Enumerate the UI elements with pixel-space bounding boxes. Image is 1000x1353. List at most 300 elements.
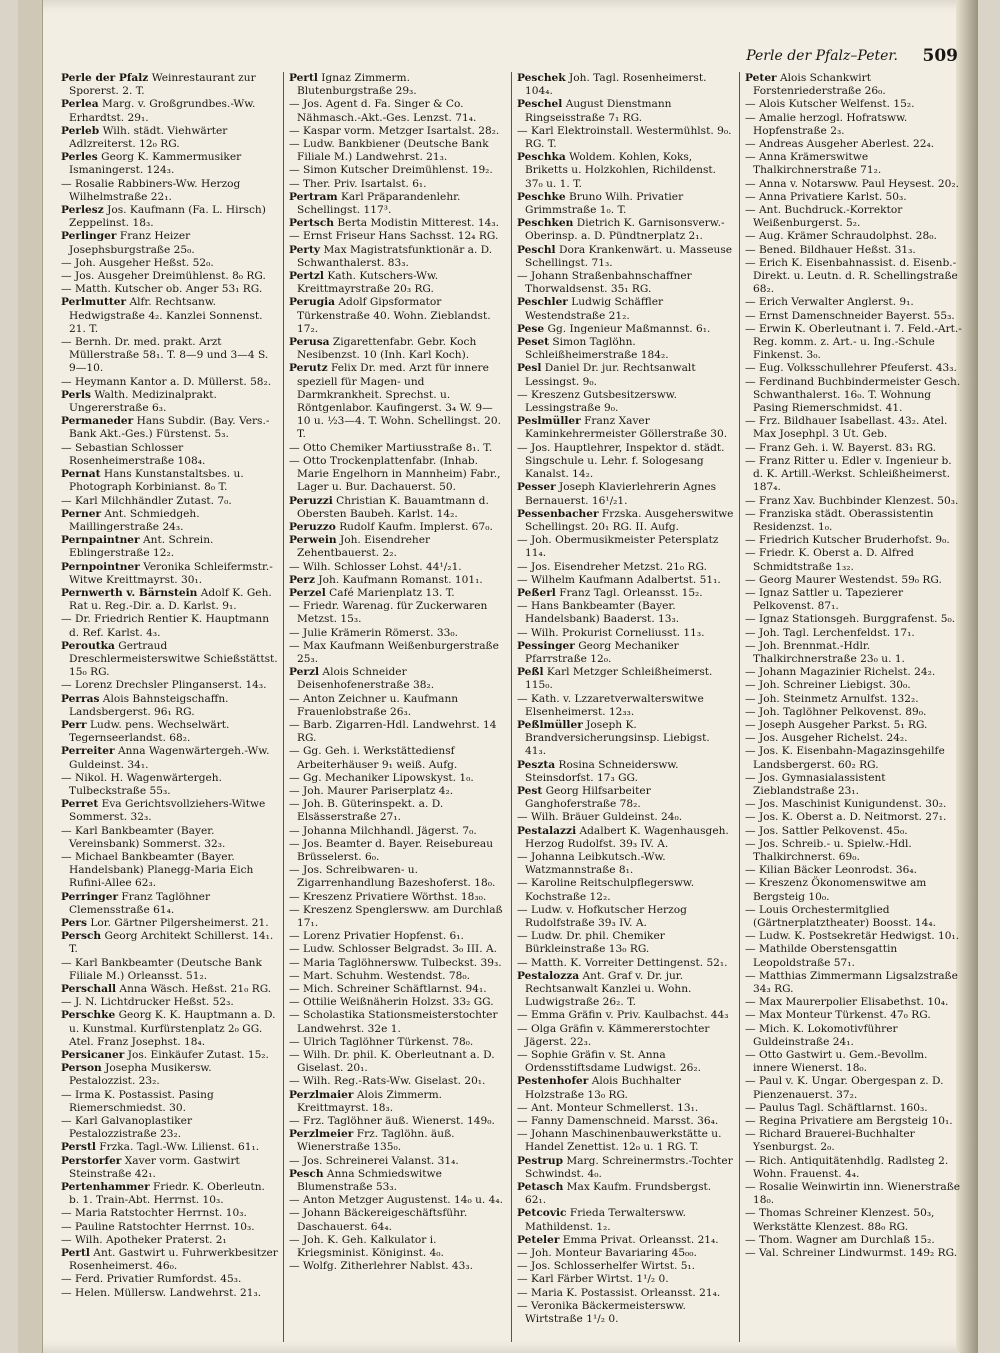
entry-text: Alois Bahnsteigschaffn. Landsbergerst. 96₁ RG. <box>69 692 229 718</box>
entry-dash: — <box>289 1075 300 1088</box>
entry-dash: — <box>745 1247 756 1260</box>
directory-entry <box>61 825 278 851</box>
directory-entry <box>289 1207 506 1233</box>
entry-dash: — <box>61 679 72 692</box>
entry-text: Lor. Gärtner Pilgersheimerst. 21. <box>90 917 269 929</box>
entry-dash: — <box>745 1154 756 1167</box>
entry-text: Anna Wagenwärtergeh.-Ww. Guldeinst. 34₁. <box>69 745 270 771</box>
entry-dash: — <box>745 362 756 375</box>
entry-text: Otto Trockenplattenfabr. (Inhab. Marie Engelhorn in Mannheim) Fabr., Lager u. Bur. Dachauerst. 50. <box>297 454 501 494</box>
directory-entry <box>517 1075 734 1101</box>
directory-entry <box>61 125 278 151</box>
directory-entry <box>517 851 734 877</box>
entry-dash: — <box>745 613 756 626</box>
entry-surname: Pestalazzi <box>517 824 577 837</box>
directory-entry <box>517 72 734 98</box>
entry-dash: — <box>745 1207 756 1220</box>
directory-entry <box>289 561 506 574</box>
directory-entry <box>745 996 963 1009</box>
directory-entry <box>289 640 506 666</box>
entry-text: Joh. Brennmat.-Hdlr. Thalkirchnerstraße 23₀ u. 1. <box>753 639 905 665</box>
directory-entry <box>61 891 278 917</box>
entry-text: Kreszenz Gutsbesitzersww. Lessingstraße 9₀. <box>525 388 677 415</box>
directory-entry <box>745 362 963 375</box>
entry-text: Veronika Bäckermeistersww. Wirtstraße 1¹/₂ 0. <box>525 1299 686 1326</box>
entry-surname: Pestrup <box>517 1154 563 1167</box>
entry-text: Johann Maschinenbauwerkstätte u. Handel Zenettist. 12₀ u. 1 RG. T. <box>525 1128 722 1154</box>
entry-dash: — <box>289 1009 300 1022</box>
entry-dash: — <box>745 494 756 507</box>
entry-text: Adolf Gipsformator Türkenstraße 40. Wohn. Zieblandst. 17₂. <box>297 296 491 335</box>
directory-entry <box>61 745 278 771</box>
entry-dash: — <box>289 454 300 467</box>
entry-dash: — <box>289 784 300 797</box>
entry-text: Eva Gerichtsvollziehers-Witwe Sommerst. 32₃. <box>69 798 266 824</box>
directory-entry <box>517 1207 734 1233</box>
directory-entry <box>289 455 506 495</box>
directory-entry <box>61 1009 278 1049</box>
entry-surname: Perusa <box>289 336 330 349</box>
entry-surname: Peschel <box>517 98 563 111</box>
entry-dash: — <box>745 415 756 428</box>
entry-dash: — <box>61 494 72 507</box>
directory-entry <box>517 574 734 587</box>
entry-text: Weinrestaurant zur Sporerst. 2. T. <box>69 72 256 98</box>
entry-text: Ludw. Bankbiener (Deutsche Bank Filiale M.) Landwehrst. 21₃. <box>297 138 489 164</box>
directory-entry <box>61 72 278 98</box>
directory-entry <box>289 244 506 270</box>
entry-text: Mich. Schreiner Schäftlarnst. 94₁. <box>302 983 487 996</box>
entry-surname: Peteler <box>517 1233 560 1246</box>
entry-dash: — <box>745 996 756 1009</box>
directory-entry <box>289 362 506 441</box>
entry-text: Frieda Terwaltersww. Mathildenst. 1₂. <box>525 1207 687 1233</box>
directory-entry <box>289 943 506 956</box>
directory-entry <box>517 666 734 692</box>
entry-text: Andreas Ausgeher Aberlest. 22₄. <box>758 138 935 151</box>
entry-dash: — <box>517 626 528 639</box>
directory-entry <box>289 587 506 600</box>
directory-entry <box>517 323 734 336</box>
entry-text: Frz. Bildhauer Isabellast. 43₂. Atel. Max Josephpl. 3 Ut. Geb. <box>753 415 948 441</box>
directory-entry <box>289 666 506 692</box>
entry-text: Kath. v. Lzzaretverwalterswitwe Elsenheimerst. 12₃₃. <box>525 692 704 718</box>
entry-text: Joh. Tagl. Lerchenfeldst. 17₁. <box>758 626 915 639</box>
entry-dash: — <box>517 811 528 824</box>
adjacent-page-edge <box>18 0 43 1353</box>
directory-entry <box>517 693 734 719</box>
entry-dash: — <box>61 1115 72 1128</box>
entry-text: Mathilde Oberstensgattin Leopoldstraße 57₁. <box>753 943 898 969</box>
entry-dash: — <box>745 943 756 956</box>
directory-entry <box>745 442 963 455</box>
entry-text: Ernst Damenschneider Bayerst. 55₃. <box>758 309 955 322</box>
entry-text: Kaspar vorm. Metzger Isartalst. 28₂. <box>302 124 500 137</box>
directory-entry <box>61 376 278 389</box>
directory-entry <box>745 864 963 877</box>
entry-surname: Pesch <box>289 1167 324 1180</box>
entry-dash: — <box>61 850 72 863</box>
entry-text: Heymann Kantor a. D. Müllerst. 58₂. <box>74 375 272 388</box>
entry-dash: — <box>61 177 72 190</box>
directory-entry <box>517 415 734 441</box>
directory-entry <box>61 1273 278 1286</box>
directory-entry <box>745 151 963 177</box>
entry-text: Aug. Krämer Schraudolphst. 28₀. <box>758 230 937 243</box>
entry-text: Ant. Gastwirt u. Fuhrwerkbesitzer Rosenheimerst. 46₀. <box>69 1247 278 1273</box>
entry-dash: — <box>289 903 300 916</box>
entry-surname: Pernpaintner <box>61 534 140 547</box>
entry-dash: — <box>517 1260 528 1273</box>
entry-dash: — <box>745 666 756 679</box>
entry-text: Wilh. Reg.-Rats-Ww. Giselast. 20₁. <box>302 1075 486 1088</box>
entry-surname: Pertl <box>61 1247 90 1260</box>
directory-entry <box>745 1049 963 1075</box>
entry-text: Max Kaufm. Frundsbergst. 62₁. <box>525 1181 712 1207</box>
entry-dash: — <box>745 1022 756 1035</box>
entry-text: Gg. Mechaniker Lipowskyst. 1₀. <box>302 771 474 784</box>
entry-text: Amalie herzogl. Hofratsww. Hopfenstraße 2₃. <box>753 111 908 137</box>
directory-entry <box>745 811 963 824</box>
entry-text: Kreszenz Ökonomenswitwe am Bergsteig 10₀. <box>753 877 927 903</box>
entry-text: Dora Krankenwärt. u. Masseuse Schellingst. 71₃. <box>525 243 733 269</box>
entry-dash: — <box>517 560 528 573</box>
entry-dash: — <box>289 1035 300 1048</box>
entry-text: Karl Metzger Schleißheimerst. 115₀. <box>525 666 713 692</box>
entry-dash: — <box>61 956 72 969</box>
entry-surname: Permaneder <box>61 415 134 428</box>
directory-entry <box>745 679 963 692</box>
directory-entry <box>745 772 963 798</box>
entry-dash: — <box>745 1128 756 1141</box>
entry-dash: — <box>745 903 756 916</box>
directory-entry <box>289 957 506 970</box>
entry-text: Joh. Maurer Pariserplatz 4₂. <box>302 784 454 797</box>
entry-text: Ludw. Schlosser Belgradst. 3₀ III. A. <box>302 943 497 956</box>
directory-entry <box>61 257 278 270</box>
entry-text: Ulrich Taglöhner Türkenst. 78₀. <box>302 1035 474 1048</box>
directory-entry <box>289 1075 506 1088</box>
entry-text: Ludw. pens. Wechselwärt. Tegernseerlandst. 68₂. <box>69 718 230 745</box>
entry-text: Josepha Musikersw. Pestalozzist. 23₂. <box>69 1062 212 1088</box>
directory-entry <box>289 838 506 864</box>
entry-text: Joseph Ausgeher Parkst. 5₁ RG. <box>758 718 928 731</box>
entry-dash: — <box>517 850 528 863</box>
entry-text: Sebastian Schlosser Rosenheimerstraße 108₄. <box>69 441 206 467</box>
entry-surname: Perle der Pfalz <box>61 72 149 84</box>
entry-text: Franz Ritter u. Edler v. Ingenieur b. d. K. Artill.-Werkst. Schleißheimerst. 187₄. <box>753 454 952 494</box>
entry-text: Paulus Tagl. Schäftlarnst. 160₃. <box>758 1101 928 1114</box>
entry-surname: Perstl <box>61 1141 96 1154</box>
entry-text: Jos. Schreib.- u. Spielw.-Hdl. Thalkirchnerst. 69₀. <box>753 837 912 863</box>
column-4 <box>740 72 968 1342</box>
directory-entry <box>289 891 506 904</box>
entry-dash: — <box>289 1154 300 1167</box>
directory-entry <box>517 587 734 600</box>
entry-surname: Pessenbacher <box>517 507 599 520</box>
entry-dash: — <box>289 969 300 982</box>
entry-text: Adolf K. Geh. Rat u. Reg.-Dir. a. D. Karlst. 9₁. <box>69 586 272 613</box>
entry-text: Jos. Beamter d. Bayer. Reisebureau Brüsselerst. 6₀. <box>297 837 494 863</box>
column-1 <box>56 72 284 1342</box>
directory-entry <box>61 679 278 692</box>
entry-text: Olga Gräfin v. Kämmererstochter Jägerst. 22₃. <box>525 1022 710 1048</box>
entry-dash: — <box>745 547 756 560</box>
directory-entry <box>289 72 506 98</box>
entry-text: Frzska. Ausgeherswitwe Schellingst. 20₁ RG. II. Aufg. <box>525 507 734 533</box>
directory-entry <box>745 1009 963 1022</box>
directory-entry <box>517 217 734 243</box>
directory-entry <box>61 1234 278 1247</box>
entry-surname: Peslmüller <box>517 415 581 428</box>
directory-entry <box>745 534 963 547</box>
entry-surname: Peroutka <box>61 639 115 652</box>
entry-dash: — <box>289 441 300 454</box>
entry-text: Karl Galvanoplastiker Pestalozzistraße 23₂. <box>69 1115 193 1141</box>
entry-dash: — <box>745 718 756 731</box>
entry-text: Ferdinand Buchbindermeister Gesch. Schwanthalerst. 16₀. T. Wohnung Pasing Riemerschmidst. 41. <box>753 375 961 415</box>
entry-text: Ignaz Zimmerm. Blutenburgstraße 29₃. <box>297 72 417 98</box>
directory-entry <box>517 877 734 903</box>
entry-dash: — <box>745 692 756 705</box>
entry-dash: — <box>289 771 300 784</box>
directory-entry <box>61 1049 278 1062</box>
entry-dash: — <box>289 1260 300 1273</box>
directory-entry <box>289 164 506 177</box>
entry-text: Joh. Monteur Bavariaring 45₀₀. <box>530 1247 697 1260</box>
entry-dash: — <box>745 1115 756 1128</box>
entry-surname: Perls <box>61 388 91 401</box>
directory-entry <box>289 785 506 798</box>
entry-text: Ludw. v. Hofkutscher Herzog Rudolfstraße 39₃ IV. A. <box>525 903 687 929</box>
directory-entry <box>517 600 734 626</box>
entry-text: Xaver vorm. Gastwirt Steinstraße 42₁. <box>69 1154 240 1180</box>
entry-text: Wilh. Dr. phil. K. Oberleutnant a. D. Giselast. 20₁. <box>297 1049 495 1075</box>
entry-dash: — <box>289 230 300 243</box>
entry-text: Max Monteur Türkenst. 47₀ RG. <box>758 1009 931 1022</box>
entry-text: Franziska städt. Oberassistentin Residenzst. 1₀. <box>753 507 934 533</box>
entry-dash: — <box>289 745 300 758</box>
entry-text: Fanny Damenschneid. Marsst. 36₄. <box>530 1115 719 1128</box>
entry-surname: Perr <box>61 718 87 731</box>
directory-entry <box>745 1247 963 1260</box>
entry-text: Ottilie Weißnäherin Holzst. 33₂ GG. <box>302 996 494 1009</box>
entry-text: Frz. Taglöhner äuß. Wienerst. 149₀. <box>302 1115 495 1128</box>
directory-entry <box>745 1023 963 1049</box>
directory-entry <box>61 495 278 508</box>
entry-text: Georg K. Kammermusiker Ismaningerst. 124₃. <box>69 151 242 177</box>
directory-entry <box>517 98 734 124</box>
entry-text: Franz Taglöhner Clemensstraße 61₄. <box>69 890 211 916</box>
directory-entry <box>289 693 506 719</box>
entry-text: Mich. K. Lokomotivführer Guldeinstraße 24₁. <box>753 1022 898 1048</box>
entry-surname: Perlea <box>61 98 99 111</box>
entry-text: Joh. K. Geh. Kalkulator i. Kriegsminist. Königinst. 4₀. <box>297 1233 444 1260</box>
directory-entry <box>517 270 734 296</box>
directory-entry <box>745 415 963 441</box>
entry-surname: Pernpointner <box>61 560 140 573</box>
entry-text: Kilian Bäcker Leonrodst. 36₄. <box>758 864 917 877</box>
entry-text: Jos. Maschinist Kunigundenst. 30₂. <box>758 798 947 811</box>
directory-entry <box>517 561 734 574</box>
directory-entry <box>745 666 963 679</box>
entry-dash: — <box>517 1247 528 1260</box>
entry-dash: — <box>289 1049 300 1062</box>
entry-surname: Perschke <box>61 1009 116 1022</box>
entry-text: Felix Dr. med. Arzt für innere speziell für Magen- und Darmkrankheit. Sprechst. u. Röntgenlabor. Kaufingerst. 3₄ W. 9—10 u. ½3—4. T. Wohn. Schellingst. 20. T. <box>297 362 501 441</box>
directory-entry <box>745 732 963 745</box>
directory-entry <box>517 1102 734 1115</box>
entry-surname: Peßerl <box>517 586 556 599</box>
directory-entry <box>61 98 278 124</box>
directory-entry <box>61 270 278 283</box>
directory-entry <box>61 798 278 824</box>
entry-text: Frz. Taglöhn. äuß. Wienerstraße 135₀. <box>297 1128 455 1154</box>
entry-surname: Petasch <box>517 1181 564 1194</box>
directory-entry <box>745 98 963 111</box>
entry-text: Thomas Schreiner Klenzest. 50₃, Werkstätte Klenzest. 88₀ RG. <box>753 1207 935 1233</box>
entry-dash: — <box>289 956 300 969</box>
entry-dash: — <box>289 798 300 811</box>
directory-entry <box>745 244 963 257</box>
directory-entry <box>745 204 963 230</box>
entry-text: Max Kaufmann Weißenburgerstraße 25₃. <box>297 639 499 665</box>
entry-text: Jos. Agent d. Fa. Singer & Co. Nähmasch.-Akt.-Ges. Lenzst. 71₄. <box>297 98 477 124</box>
entry-text: Rosina Schneidersww. Steinsdorfst. 17₃ GG. <box>525 758 679 784</box>
directory-entry <box>745 930 963 943</box>
entry-dash: — <box>289 996 300 1009</box>
entry-dash: — <box>517 600 528 613</box>
directory-entry <box>61 983 278 996</box>
directory-entry <box>61 1141 278 1154</box>
entry-surname: Perzl <box>289 666 320 679</box>
directory-entry <box>745 943 963 969</box>
entry-text: Johanna Leibkutsch.-Ww. Watzmannstraße 8₁. <box>525 850 666 877</box>
entry-text: Hans Bankbeamter (Bayer. Handelsbank) Baaderst. 13₃. <box>525 600 680 626</box>
entry-text: Karl Färber Wirtst. 1¹/₂ 0. <box>530 1273 669 1286</box>
entry-text: Wilhelm Kaufmann Adalbertst. 51₁. <box>530 573 721 586</box>
directory-entry <box>61 1089 278 1115</box>
directory-entry <box>289 1036 506 1049</box>
entry-text: Franz Tagl. Orleansst. 15₂. <box>559 586 703 599</box>
directory-entry <box>289 442 506 455</box>
directory-entry <box>745 1075 963 1101</box>
entry-text: Café Marienplatz 13. T. <box>329 586 455 599</box>
entry-surname: Perz <box>289 573 316 586</box>
directory-entry <box>745 547 963 573</box>
directory-entry <box>289 1194 506 1207</box>
entry-text: Franz Xaver Kaminkehrermeister Göllerstraße 30. <box>525 415 728 441</box>
entry-text: Joh. Ausgeher Heßst. 52₀. <box>74 256 214 269</box>
entry-dash: — <box>289 1207 300 1220</box>
entry-dash: — <box>745 1101 756 1114</box>
entry-dash: — <box>745 732 756 745</box>
entry-surname: Pertram <box>289 190 338 203</box>
entry-dash: — <box>517 1273 528 1286</box>
entry-dash: — <box>289 164 300 177</box>
entry-text: Otto Gastwirt u. Gem.-Bevollm. innere Wienerst. 18₀. <box>753 1049 928 1075</box>
entry-surname: Persch <box>61 930 102 943</box>
entry-text: Ant. Buchdruck.-Korrektor Weißenburgerst. 5₂. <box>753 204 903 230</box>
entry-surname: Peßl <box>517 666 544 679</box>
entry-text: Alois Buchhalter Holzstraße 13₀ RG. <box>525 1075 681 1101</box>
directory-entry <box>61 415 278 441</box>
entry-text: Dietrich K. Garnisonsverw.-Oberinsp. a. D. Pündtnerplatz 2₁. <box>525 217 725 243</box>
entry-text: Jos. K. Eisenbahn-Magazinsgehilfe Landsbergerst. 60₂ RG. <box>753 745 945 771</box>
directory-entry <box>517 1300 734 1326</box>
entry-text: Friedrich Kutscher Bruderhofst. 9₀. <box>758 534 950 547</box>
directory-entry <box>289 1115 506 1128</box>
directory-entry <box>745 230 963 243</box>
entry-text: Joh. Tagl. Rosenheimerst. 104₄. <box>525 72 707 98</box>
entry-surname: Pernat <box>61 468 101 481</box>
directory-entry <box>517 1181 734 1207</box>
directory-entry <box>61 230 278 256</box>
entry-dash: — <box>745 534 756 547</box>
directory-entry <box>289 217 506 230</box>
entry-text: Daniel Dr. jur. Rechtsanwalt Lessingst. 9₀. <box>525 362 696 388</box>
directory-entry <box>61 151 278 177</box>
entry-text: August Dienstmann Ringseisstraße 7₁ RG. <box>525 98 672 124</box>
entry-dash: — <box>745 507 756 520</box>
entry-dash: — <box>289 98 300 111</box>
directory-entry <box>745 1128 963 1154</box>
entry-text: Pauline Ratstochter Herrnst. 10₃. <box>74 1220 255 1233</box>
entry-text: Rosalie Rabbiners-Ww. Herzog Wilhelmstraße 22₁. <box>69 177 241 203</box>
entry-text: Johann Bäckereigeschäftsführ. Daschauerst. 64₄. <box>297 1207 468 1233</box>
directory-entry <box>745 693 963 706</box>
directory-entry <box>289 336 506 362</box>
entry-dash: — <box>61 1233 72 1246</box>
entry-text: Marg. Schreinermstrs.-Tochter Schwindst. 4₀. <box>525 1154 733 1180</box>
entry-text: Kreszenz Spenglersww. am Durchlaß 17₁. <box>297 903 503 929</box>
directory-entry <box>289 1049 506 1075</box>
entry-dash: — <box>745 151 756 164</box>
entry-text: Bernh. Dr. med. prakt. Arzt Müllerstraße 58₁. T. 8—9 und 3—4 S. 9—10. <box>69 336 269 375</box>
entry-dash: — <box>517 877 528 890</box>
entry-surname: Perzlmeier <box>289 1128 354 1141</box>
entry-dash: — <box>289 824 300 837</box>
entry-surname: Perwein <box>289 534 337 547</box>
directory-entry <box>517 481 734 507</box>
entry-text: Rudolf Kaufm. Implerst. 67₀. <box>339 520 493 533</box>
directory-entry <box>745 877 963 903</box>
entry-text: Friedr. Warenag. für Zuckerwaren Metzst. 15₃. <box>297 600 488 626</box>
entry-dash: — <box>289 718 300 731</box>
entry-surname: Pesser <box>517 481 556 494</box>
directory-entry <box>517 811 734 824</box>
entry-surname: Pestalozza <box>517 969 580 982</box>
entry-text: Franz Xav. Buchbinder Klenzest. 50₃. <box>758 494 959 507</box>
entry-surname: Peschken <box>517 217 574 230</box>
directory-entry <box>289 864 506 890</box>
entry-text: Gg. Geh. i. Werkstättediensf Arbeiterhäuser 9₁ weiß. Aufg. <box>297 745 458 771</box>
directory-entry <box>517 151 734 191</box>
directory-entry <box>289 904 506 930</box>
entry-text: Georg Maurer Westendst. 59₀ RG. <box>758 573 942 586</box>
directory-entry <box>61 1287 278 1300</box>
entry-text: Nikol. H. Wagenwärtergeh. Tulbeckstraße 55₃. <box>69 771 222 797</box>
entry-text: Matthias Zimmermann Ligsalzstraße 34₃ RG. <box>753 969 958 996</box>
entry-text: Maria K. Postassist. Orleansst. 21₄. <box>530 1286 721 1299</box>
directory-entry <box>61 930 278 956</box>
entry-dash: — <box>517 534 528 547</box>
directory-entry <box>745 719 963 732</box>
entry-dash: — <box>289 930 300 943</box>
entry-text: Simon Kutscher Dreimühlenst. 19₂. <box>302 164 493 177</box>
entry-dash: — <box>745 824 756 837</box>
directory-entry <box>289 296 506 336</box>
